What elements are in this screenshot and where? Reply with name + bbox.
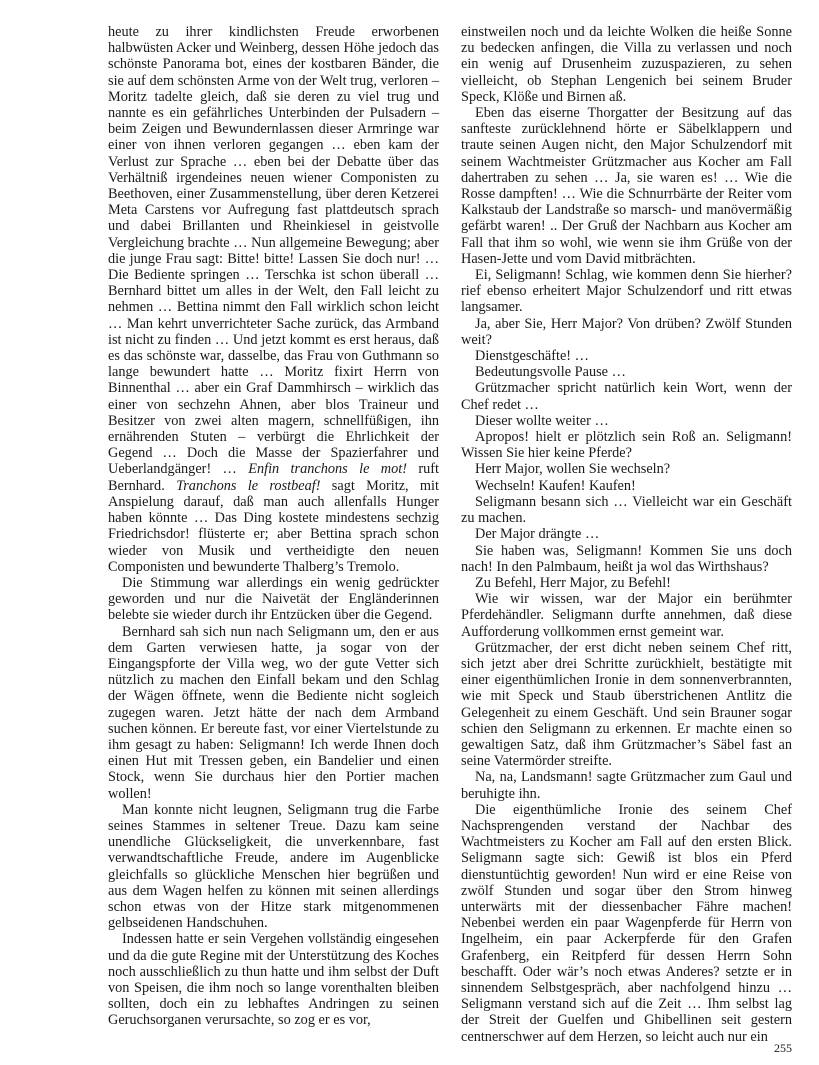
paragraph: Seligmann besann sich … Vielleicht war ein Geschäft zu machen. [461, 493, 792, 527]
page-number: 255 [774, 1041, 792, 1055]
paragraph: Apropos! hielt er plötzlich sein Roß an. Seligmann! Wissen Sie hier keine Pferde? [461, 429, 792, 462]
french-quote: Tranchons le rostbeaf! [176, 477, 321, 494]
paragraph: Man konnte nicht leugnen, Seligmann trug die Farbe seines Stammes in seltener Treue. Dazu kam seine unendliche Glückseligkeit, die unverkennbare, fast verwandtschaftliche Freude, andere im Augenblicke gleichfalls so glückliche Menschen hier begrüßen und aus dem Wagen helfen zu können mit seinen allerdings schon etwas von der Hitze stark mitgenommenen gelbseidenen Handschuhen. [108, 801, 439, 932]
paragraph: Zu Befehl, Herr Major, zu Befehl! [475, 574, 671, 591]
paragraph: Herr Major, wollen Sie wechseln? [475, 461, 671, 478]
paragraph-text: heute zu ihrer kindlichsten Freude erworbenen halbwüsten Acker und Weinberg, dessen Höhe jedoch das schönste Panorama bot, eines der kostbaren Bänder, die sie auf dem schönsten Arme von der Welt trug, verloren – Moritz tadelte gleich, daß sie deren zu viel trug und nannte es ein gefährliches Unterbinden der Pulsadern – beim Zeigen und Bewundernlassen dieser Armringe war einer von ihnen verloren gegangen … eben kam der Verlust zur Sprache … eben bei der Debatte über das Verhältniß irgendeines neuen wiener Componisten zu Beethoven, einer Zusammenstellung, über deren Ketzerei Meta Carstens vor Aufregung fast plattdeutsch sprach und dabei Brillanten und Rheinkiesel in geistvolle Vergleichung brachte … Nun allgemeine Bewegung; aber die junge Frau sagt: Bitte! bitte! Lassen Sie doch nur! … Die Bediente springen … Terschka ist schon überall … Bernhard bittet um alles in der Welt, den Fall leicht zu nehmen … Bettina nimmt den Fall wirklich schon leicht … Man kehrt unverrichteter Sache zurück, das Armband ist nicht zu finden … Und jetzt kommt es erst heraus, daß es das schönste war, dasselbe, das Frau von Guthmann so lange bewundert hatte … Moritz fixirt Herrn von Binnenthal … aber ein Graf Dammhirsch – wirklich das einer von sechzehn Ahnen, aber blos Traineur und Besitzer von zwei alten magern, schnellfüßigen, ihn ernährenden Stuten – verbürgt die Ehrlichkeit der Gegend … Doch die Masse der Spazierfahrer und Ueberlandgänger! … [108, 24, 439, 478]
french-quote: Enfin tranchons le mot! [248, 461, 407, 478]
paragraph: Wechseln! Kaufen! Kaufen! [475, 477, 636, 494]
left-column [108, 24, 439, 1029]
paragraph: Wie wir wissen, war der Major ein berühmter Pferdehändler. Seligmann durfte annehmen, daß diese Aufforderung vollkommen ernst gemeint war. [461, 591, 792, 640]
paragraph: Grützmacher, der erst dicht neben seinem Chef ritt, sich jetzt aber drei Schritte zurückhielt, bestätigte mit einer eigenthümlichen Ironie in dem sonnenverbrannten, wie mit Speck und Staub überstrichenen Antlitz die Gelegenheit zu einem Geschäft. Und sein Brauner sogar schien den Seligmann zu erkennen. Er machte einen so gewaltigen Satz, daß ihm Grützmacher’s Säbel fast an seine Vatermörder streifte. [461, 639, 792, 770]
paragraph: Eben das eiserne Thorgatter der Besitzung auf das sanfteste zurücklehnend hörte er Säbelklappern und traute seinen Augen nicht, den Major Schulzendorf mit seinem Wachtmeister Grützmacher aus Kocher am Fall dahertraben zu sehen … Ja, sie waren es! … Wie die Rosse dampften! … Wie die Schnurrbärte der Reiter vom Kalkstaub der Landstraße so marsch- und manövermäßig gefärbt waren! .. Der Gruß der Nachbarn aus Kocher am Fall that ihm so wohl, wie wenn sie ihm Grüße von der Hasen-Jette und vom David mitbrächten. [461, 105, 792, 267]
paragraph: Na, na, Landsmann! sagte Grützmacher zum Gaul und beruhigte ihn. [461, 769, 792, 802]
paragraph: Dieser wollte weiter … [475, 412, 609, 429]
paragraph-text: sagt Moritz, mit Anspielung darauf, daß man auch allenfalls Hunger haben könnte … Das Ding kostete mindestens sechzig Friedrichsdor! flüsterte er; aber Bettina sprach schon wieder von Musik und vertheidigte den neuen Componisten und bewunderte Thalberg’s Tremolo. [108, 477, 439, 575]
paragraph: Bedeutungsvolle Pause … [475, 364, 626, 381]
paragraph: Der Major drängte … [475, 526, 600, 543]
paragraph: Ei, Seligmann! Schlag, wie kommen denn Sie hierher? rief ebenso erheitert Major Schulzendorf und ritt etwas langsamer. [461, 267, 792, 316]
paragraph: Grützmacher spricht natürlich kein Wort, wenn der Chef redet … [461, 380, 792, 413]
paragraph: Bernhard sah sich nun nach Seligmann um, den er aus dem Garten verwiesen hatte, ja sogar von der Eingangspforte der Villa weg, wo der gute Vetter sich nützlich zu machen den Einfall bekam und den Schlag der Wägen öffnete, wenn die Bediente nicht sogleich zugegen waren. Jetzt hätte der nach dem Armband suchen können. Er bereute fast, vor einer Viertelstunde zu ihm gesagt zu haben: Seligmann! Ich werde Ihnen doch einen Hut mit Tressen geben, ein Bandelier und einen Stock, wenn Sie durchaus hier den Portier machen wollen! [108, 623, 439, 802]
paragraph: Ja, aber Sie, Herr Major? Von drüben? Zwölf Stunden weit? [461, 315, 792, 348]
right-column [461, 24, 792, 1045]
paragraph: Indessen hatte er sein Vergehen vollständig eingesehen und da die gute Regine mit der Unterstützung des Koches noch ausschließlich zu thun hatte und ihm selbst der Duft von Speisen, die ihm noch so lange vorenthalten bleiben sollten, doch ein zu lebhaftes Andringen zu seinen Geruchsorganen verursachte, so zog er es vor, [108, 931, 439, 1029]
paragraph: Dienstgeschäfte! … [475, 348, 589, 365]
paragraph [108, 24, 439, 575]
paragraph-text: ruft Bernhard. [108, 461, 439, 494]
paragraph: Die Stimmung war allerdings ein wenig gedrückter geworden und nur die Naivetät der Engländerinnen belebte sie wieder durch ihr Entzücken über die Gegend. [108, 574, 439, 624]
paragraph: einstweilen noch und da leichte Wolken die heiße Sonne zu bedecken anfingen, die Villa zu verlassen und noch ein wenig auf Drusenheim zuzuspazieren, zu sehen vielleicht, ob Stephan Lengenich bei seinem Bruder Speck, Klöße und Birnen aß. [461, 24, 792, 105]
paragraph: Sie haben was, Seligmann! Kommen Sie uns doch nach! In den Palmbaum, heißt ja wol das Wirthshaus? [461, 542, 792, 575]
paragraph: Die eigenthümliche Ironie des seinem Chef Nachsprengenden verstand der Nachbar des Wachtmeisters zu Kocher am Fall auf den ersten Blick. Seligmann sagte sich: Gewiß ist blos ein Pferd dienstuntüchtig geworden! Nun wird er eine Reise von zwölf Stunden und sogar über den Strom hinweg unterwärts mit der diessenbacher Fähre machen! Nebenbei werden ein paar Wagenpferde für Herrn von Ingelheim, ein paar Ackerpferde für den Grafen Grafenberg, ein Reitpferd für dessen Herrn Sohn beschafft. Oder wär’s noch etwas Anderes? setzte er in sinnendem Selbstgespräch, aber nachfolgend hinzu … Seligmann verstand sich auf die Zeit … Ihm selbst lag der Streit der Guelfen und Ghibellinen seit gestern centnerschwer auf dem Herzen, so leicht auch nur ein [461, 801, 792, 1045]
